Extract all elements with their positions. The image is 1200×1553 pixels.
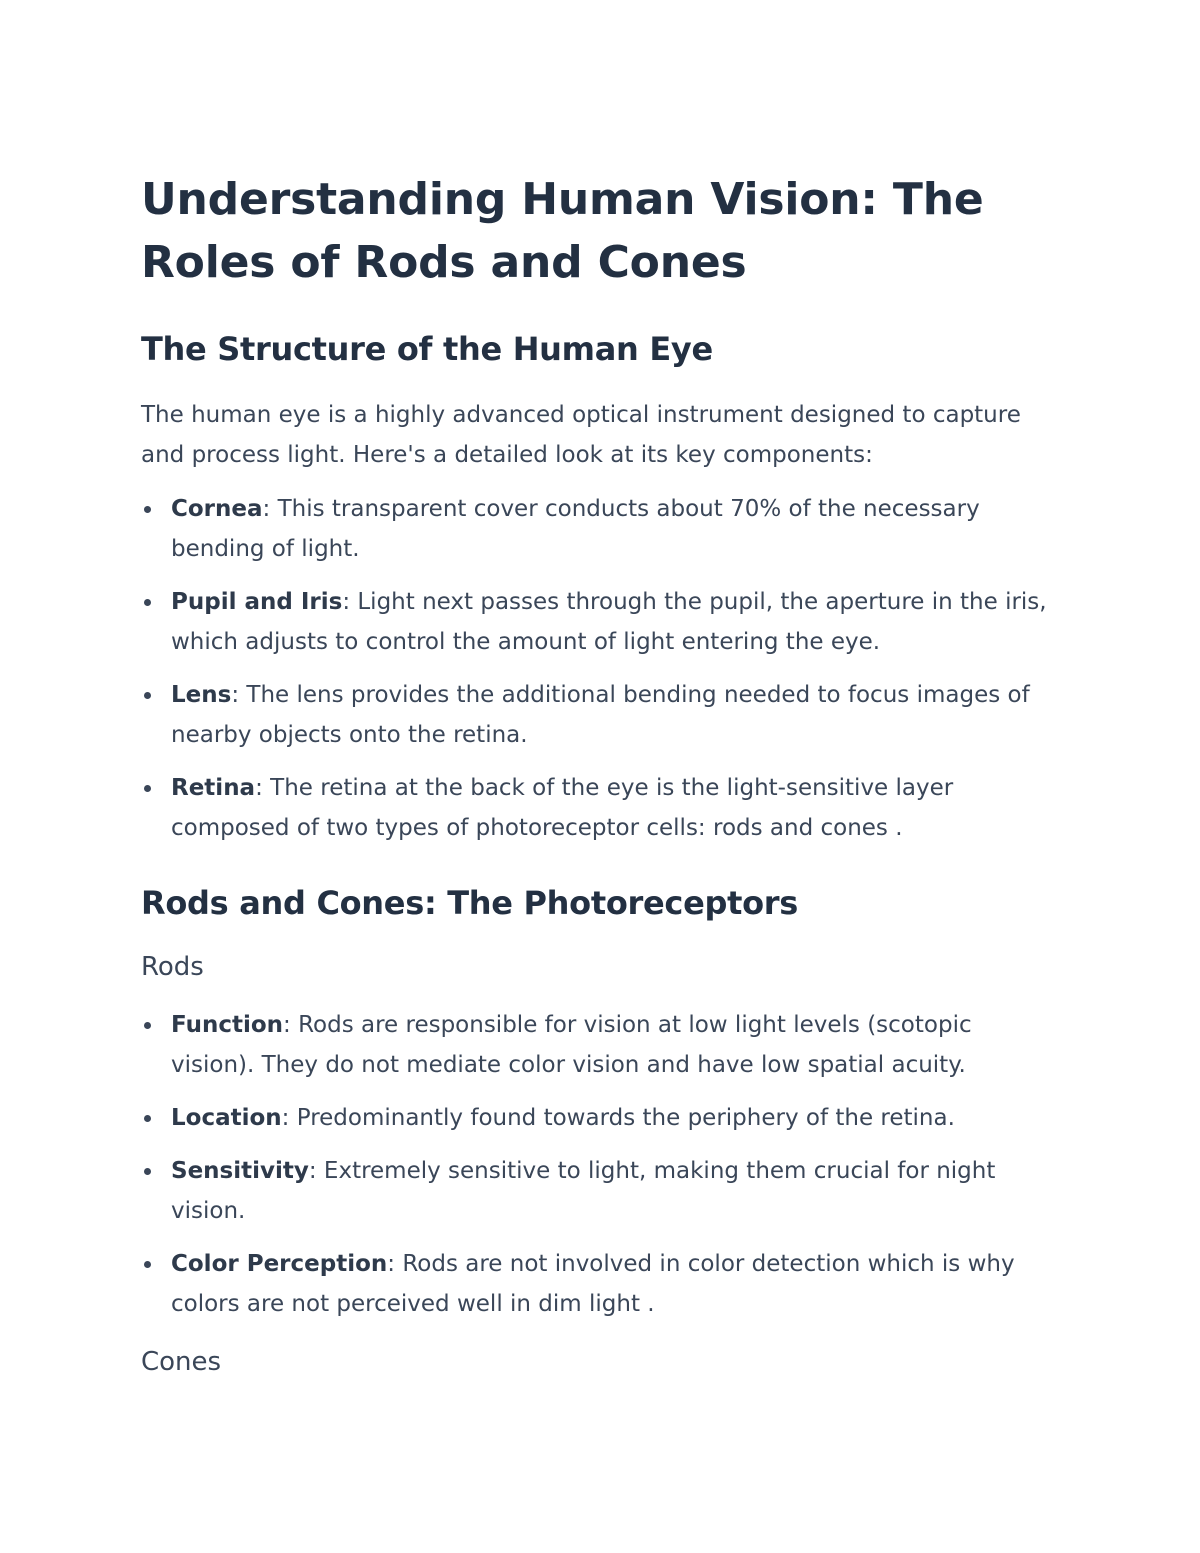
list-item: Cornea: This transparent cover conducts about 70% of the necessary bending of light. [141,489,1060,569]
section-heading-eye-structure: The Structure of the Human Eye [141,330,713,368]
list-item: Lens: The lens provides the additional bending needed to focus images of nearby objects onto the retina. [141,675,1060,755]
list-item: Pupil and Iris: Light next passes through the pupil, the aperture in the iris, which adjusts to control the amount of light entering the eye. [141,582,1060,662]
bullet-icon [144,599,151,606]
bullet-icon [144,785,151,792]
list-item: Function: Rods are responsible for vision at low light levels (scotopic vision). They do not mediate color vision and have low spatial acuity. [141,1005,1060,1085]
subheading-rods: Rods [141,952,204,982]
list-item: Location: Predominantly found towards the periphery of the retina. [141,1098,1060,1138]
section-heading-photoreceptors: Rods and Cones: The Photoreceptors [141,884,799,922]
bullet-icon [144,1168,151,1175]
bullet-icon [144,1115,151,1122]
list-item: Sensitivity: Extremely sensitive to light, making them crucial for night vision. [141,1151,1060,1231]
bullet-icon [144,692,151,699]
document-title: Understanding Human Vision: The Roles of Rods and Cones [141,174,984,288]
list-item: Retina: The retina at the back of the eye is the light-sensitive layer composed of two types of photoreceptor cells: rods and cones . [141,768,1060,848]
subheading-cones: Cones [141,1347,222,1377]
bullet-icon [144,506,151,513]
eye-components-list [141,489,1060,848]
bullet-icon [144,1261,151,1268]
section-intro: The human eye is a highly advanced optical instrument designed to capture and process light. Here's a detailed look at its key components: [141,402,1021,468]
bullet-icon [144,1022,151,1029]
rods-list [141,1005,1060,1324]
list-item: Color Perception: Rods are not involved in color detection which is why colors are not perceived well in dim light . [141,1244,1060,1324]
